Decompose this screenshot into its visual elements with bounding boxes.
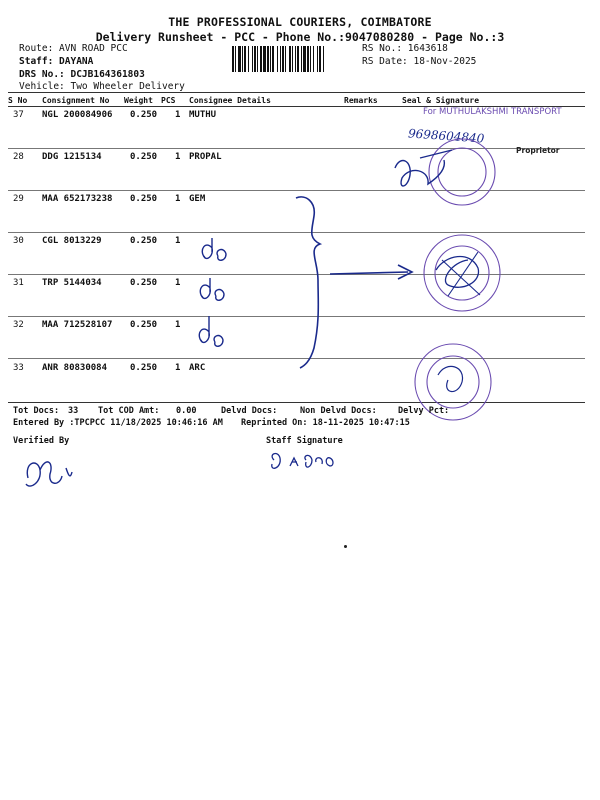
row-consignment: CGL 8013229	[42, 236, 102, 246]
row-sno: 28	[13, 152, 24, 162]
row-sno: 30	[13, 236, 24, 246]
delvy-pct: Delvy Pct:	[398, 406, 450, 416]
round-stamp-1	[429, 139, 495, 205]
rs-date: RS Date: 18-Nov-2025	[362, 56, 477, 67]
handwritten-phone: 9698604840	[407, 126, 485, 146]
delvd-docs: Delvd Docs:	[221, 406, 278, 416]
ditto-marks	[199, 238, 226, 346]
col-sno: S No	[8, 96, 28, 105]
col-weight: Weight	[124, 96, 153, 105]
row-weight: 0.250	[130, 110, 158, 120]
row-consignee: GEM	[189, 194, 206, 204]
row-sno: 31	[13, 278, 24, 288]
row-weight: 0.250	[130, 236, 158, 246]
row-consignment: NGL 200084906	[42, 110, 113, 120]
col-consignee: Consignee Details	[189, 96, 271, 105]
row-pcs: 1	[175, 236, 181, 246]
vehicle-line: Vehicle: Two Wheeler Delivery	[19, 81, 185, 92]
row-weight: 0.250	[130, 363, 158, 373]
row-sno: 29	[13, 194, 24, 204]
staff-line: Staff: DAYANA	[19, 56, 94, 67]
reprinted-on: Reprinted On: 18-11-2025 10:47:15	[241, 418, 410, 428]
entered-by: Entered By :TPCPCC 11/18/2025 10:46:16 AM	[13, 418, 223, 428]
col-seal: Seal & Signature	[402, 96, 480, 105]
tot-docs-value: 33	[68, 406, 79, 416]
route-line: Route: AVN ROAD PCC	[19, 43, 128, 54]
staff-signature-label: Staff Signature	[266, 436, 343, 446]
row-consignment: MAA 712528107	[42, 320, 113, 330]
staff-signature	[272, 454, 333, 469]
row-consignment: TRP 5144034	[42, 278, 102, 288]
transport-stamp-text: For MUTHULAKSHMI TRANSPORT	[423, 107, 562, 117]
round-stamp-2	[424, 235, 500, 311]
row-pcs: 1	[175, 110, 181, 120]
verified-by-label: Verified By	[13, 436, 70, 446]
col-remarks: Remarks	[344, 96, 378, 105]
company-title: THE PROFESSIONAL COURIERS, COIMBATORE	[168, 15, 432, 29]
drs-line: DRS No.: DCJB164361803	[19, 69, 145, 80]
row-pcs: 1	[175, 278, 181, 288]
runsheet-subtitle: Delivery Runsheet - PCC - Phone No.:9047080280 - Page No.:3	[95, 30, 505, 44]
row-pcs: 1	[175, 152, 181, 162]
row-consignee: ARC	[189, 363, 206, 373]
row-sno: 37	[13, 110, 24, 120]
row-pcs: 1	[175, 320, 181, 330]
non-delvd-docs: Non Delvd Docs:	[300, 406, 377, 416]
tot-cod-value: 0.00	[176, 406, 197, 416]
row-pcs: 1	[175, 194, 181, 204]
tot-cod-label: Tot COD Amt:	[98, 406, 160, 416]
col-consignment: Consignment No	[42, 96, 110, 105]
arrow-line	[330, 272, 408, 274]
row-weight: 0.250	[130, 194, 158, 204]
row-consignment: MAA 652173238	[42, 194, 113, 204]
brace-mark	[296, 197, 320, 368]
row-consignment: ANR 80830084	[42, 363, 108, 373]
row-pcs: 1	[175, 363, 181, 373]
col-pcs: PCS	[161, 96, 176, 105]
row-sno: 32	[13, 320, 24, 330]
row-consignee: MUTHU	[189, 110, 217, 120]
row-sno: 33	[13, 363, 24, 373]
row-consignment: DDG 1215134	[42, 152, 102, 162]
proprietor-label: Proprietor	[516, 146, 560, 155]
tot-docs-label: Tot Docs:	[13, 406, 60, 416]
row-weight: 0.250	[130, 278, 158, 288]
row-weight: 0.250	[130, 152, 158, 162]
speck	[344, 545, 347, 548]
row-weight: 0.250	[130, 320, 158, 330]
rs-no: RS No.: 1643618	[362, 43, 448, 54]
verified-signature	[26, 462, 72, 486]
signature-row2	[395, 160, 444, 186]
row-consignee: PROPAL	[189, 152, 222, 162]
